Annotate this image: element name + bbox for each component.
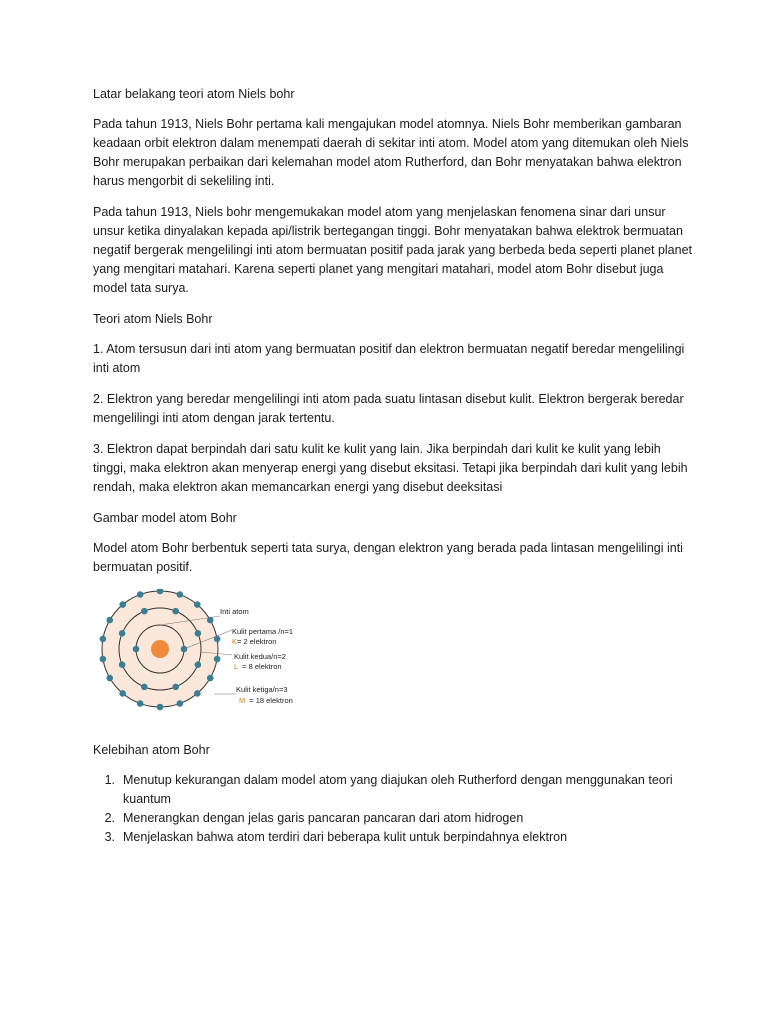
electron-dot <box>177 591 184 598</box>
figure-caption: Model atom Bohr berbentuk seperti tata surya, dengan elektron yang berada pada lintasan mengelilingi inti bermuatan positif. <box>93 541 683 574</box>
advantage-text: Menerangkan dengan jelas garis pancaran pancaran dari atom hidrogen <box>123 811 524 825</box>
electron-dot <box>214 656 221 663</box>
intro-paragraph-1: Pada tahun 1913, Niels Bohr pertama kali mengajukan model atomnya. Niels Bohr memberikan gambaran keadaan orbit elektron dalam menempati daerah di sekitar inti atom. Model atom yang ditemukan oleh Niels Bohr merupakan perbaikan dari kelemahan model atom Rutherford, dan Bohr menyatakan bahwa elektron harus mengorbit di sekeliling inti. <box>93 117 689 188</box>
label-k-count: = 2 elektron <box>237 637 277 646</box>
electron-dot <box>106 675 113 682</box>
electron-dot <box>172 684 179 691</box>
label-l-electrons <box>234 662 282 671</box>
label-l-count: = 8 elektron <box>242 662 282 671</box>
advantage-text: Menjelaskan bahwa atom terdiri dari beberapa kulit untuk berpindahnya elektron <box>123 830 568 844</box>
electron-dot <box>119 661 126 668</box>
advantage-number: 2. <box>104 811 115 825</box>
electron-dot <box>100 636 107 643</box>
electron-dot <box>137 591 144 598</box>
label-k-prefix: K <box>232 637 238 646</box>
advantage-number: 1. <box>104 773 115 787</box>
label-m-shell: Kulit ketiga/n=3 <box>236 685 288 694</box>
bohr-atom-icon <box>96 589 326 719</box>
document-title: Latar belakang teori atom Niels bohr <box>93 87 295 101</box>
electron-dot <box>119 630 126 637</box>
advantage-number: 3. <box>104 830 115 844</box>
electron-dot <box>195 630 202 637</box>
electron-dot <box>106 617 113 624</box>
theory-heading: Teori atom Niels Bohr <box>93 312 213 326</box>
electron-dot <box>137 700 144 707</box>
bohr-atom-figure <box>96 589 326 719</box>
theory-point-3: 3. Elektron dapat berpindah dari satu kulit ke kulit yang lain. Jika berpindah dari kulit ke kulit yang lebih tinggi, maka elektron akan menyerap energi yang disebut eksitasi. Tetapi jika berpindah dari kulit yang lebih rendah, maka elektron akan memancarkan energi yang disebut deeksitasi <box>93 442 688 494</box>
electron-dot <box>119 601 126 608</box>
figure-heading: Gambar model atom Bohr <box>93 511 237 525</box>
electron-dot <box>141 608 148 615</box>
theory-point-2: 2. Elektron yang beredar mengelilingi inti atom pada suatu lintasan disebut kulit. Elektron bergerak beredar mengelilingi inti atom dengan jarak tertentu. <box>93 392 684 425</box>
electron-dot <box>141 684 148 691</box>
theory-point-1: 1. Atom tersusun dari inti atom yang bermuatan positif dan elektron bermuatan negatif beredar mengelilingi inti atom <box>93 342 685 375</box>
electron-dot <box>177 700 184 707</box>
electron-dot <box>195 661 202 668</box>
label-m-prefix: M <box>239 696 246 705</box>
advantage-item-2 <box>93 809 693 828</box>
label-k-shell: Kulit pertama /n=1 <box>232 627 294 636</box>
advantage-text: Menutup kekurangan dalam model atom yang diajukan oleh Rutherford dengan menggunakan teori kuantum <box>123 773 673 806</box>
advantage-item-1 <box>93 771 693 809</box>
document-body <box>93 85 693 847</box>
electron-dot <box>157 704 164 711</box>
electron-dot <box>194 601 201 608</box>
label-m-count: = 18 elektron <box>249 696 293 705</box>
electron-dot <box>133 646 140 653</box>
electron-dot <box>207 675 214 682</box>
advantages-list <box>93 771 693 847</box>
electron-dot <box>172 608 179 615</box>
electron-dot <box>100 656 107 663</box>
label-k-electrons <box>232 637 276 646</box>
intro-paragraph-2: Pada tahun 1913, Niels bohr mengemukakan model atom yang menjelaskan fenomena sinar dari unsur unsur ketika dinyalakan kepada api/listrik bertegangan tinggi. Bohr menyatakan bahwa elektrok bermuatan negatif bergerak mengelilingi inti atom bermuatan positif pada jarak yang berbeda beda seperti planet planet yang mengitari matahari. Karena seperti planet yang mengitari matahari, model atom Bohr disebut juga model tata surya. <box>93 205 692 295</box>
electron-dot <box>119 690 126 697</box>
nucleus-circle <box>151 640 169 658</box>
label-m-electrons <box>239 696 293 705</box>
advantages-heading: Kelebihan atom Bohr <box>93 743 210 757</box>
advantage-item-3 <box>93 828 693 847</box>
label-l-prefix: L <box>234 662 239 671</box>
label-nucleus: Inti atom <box>220 607 249 616</box>
electron-dot <box>194 690 201 697</box>
label-l-shell: Kulit kedua/n=2 <box>234 652 286 661</box>
